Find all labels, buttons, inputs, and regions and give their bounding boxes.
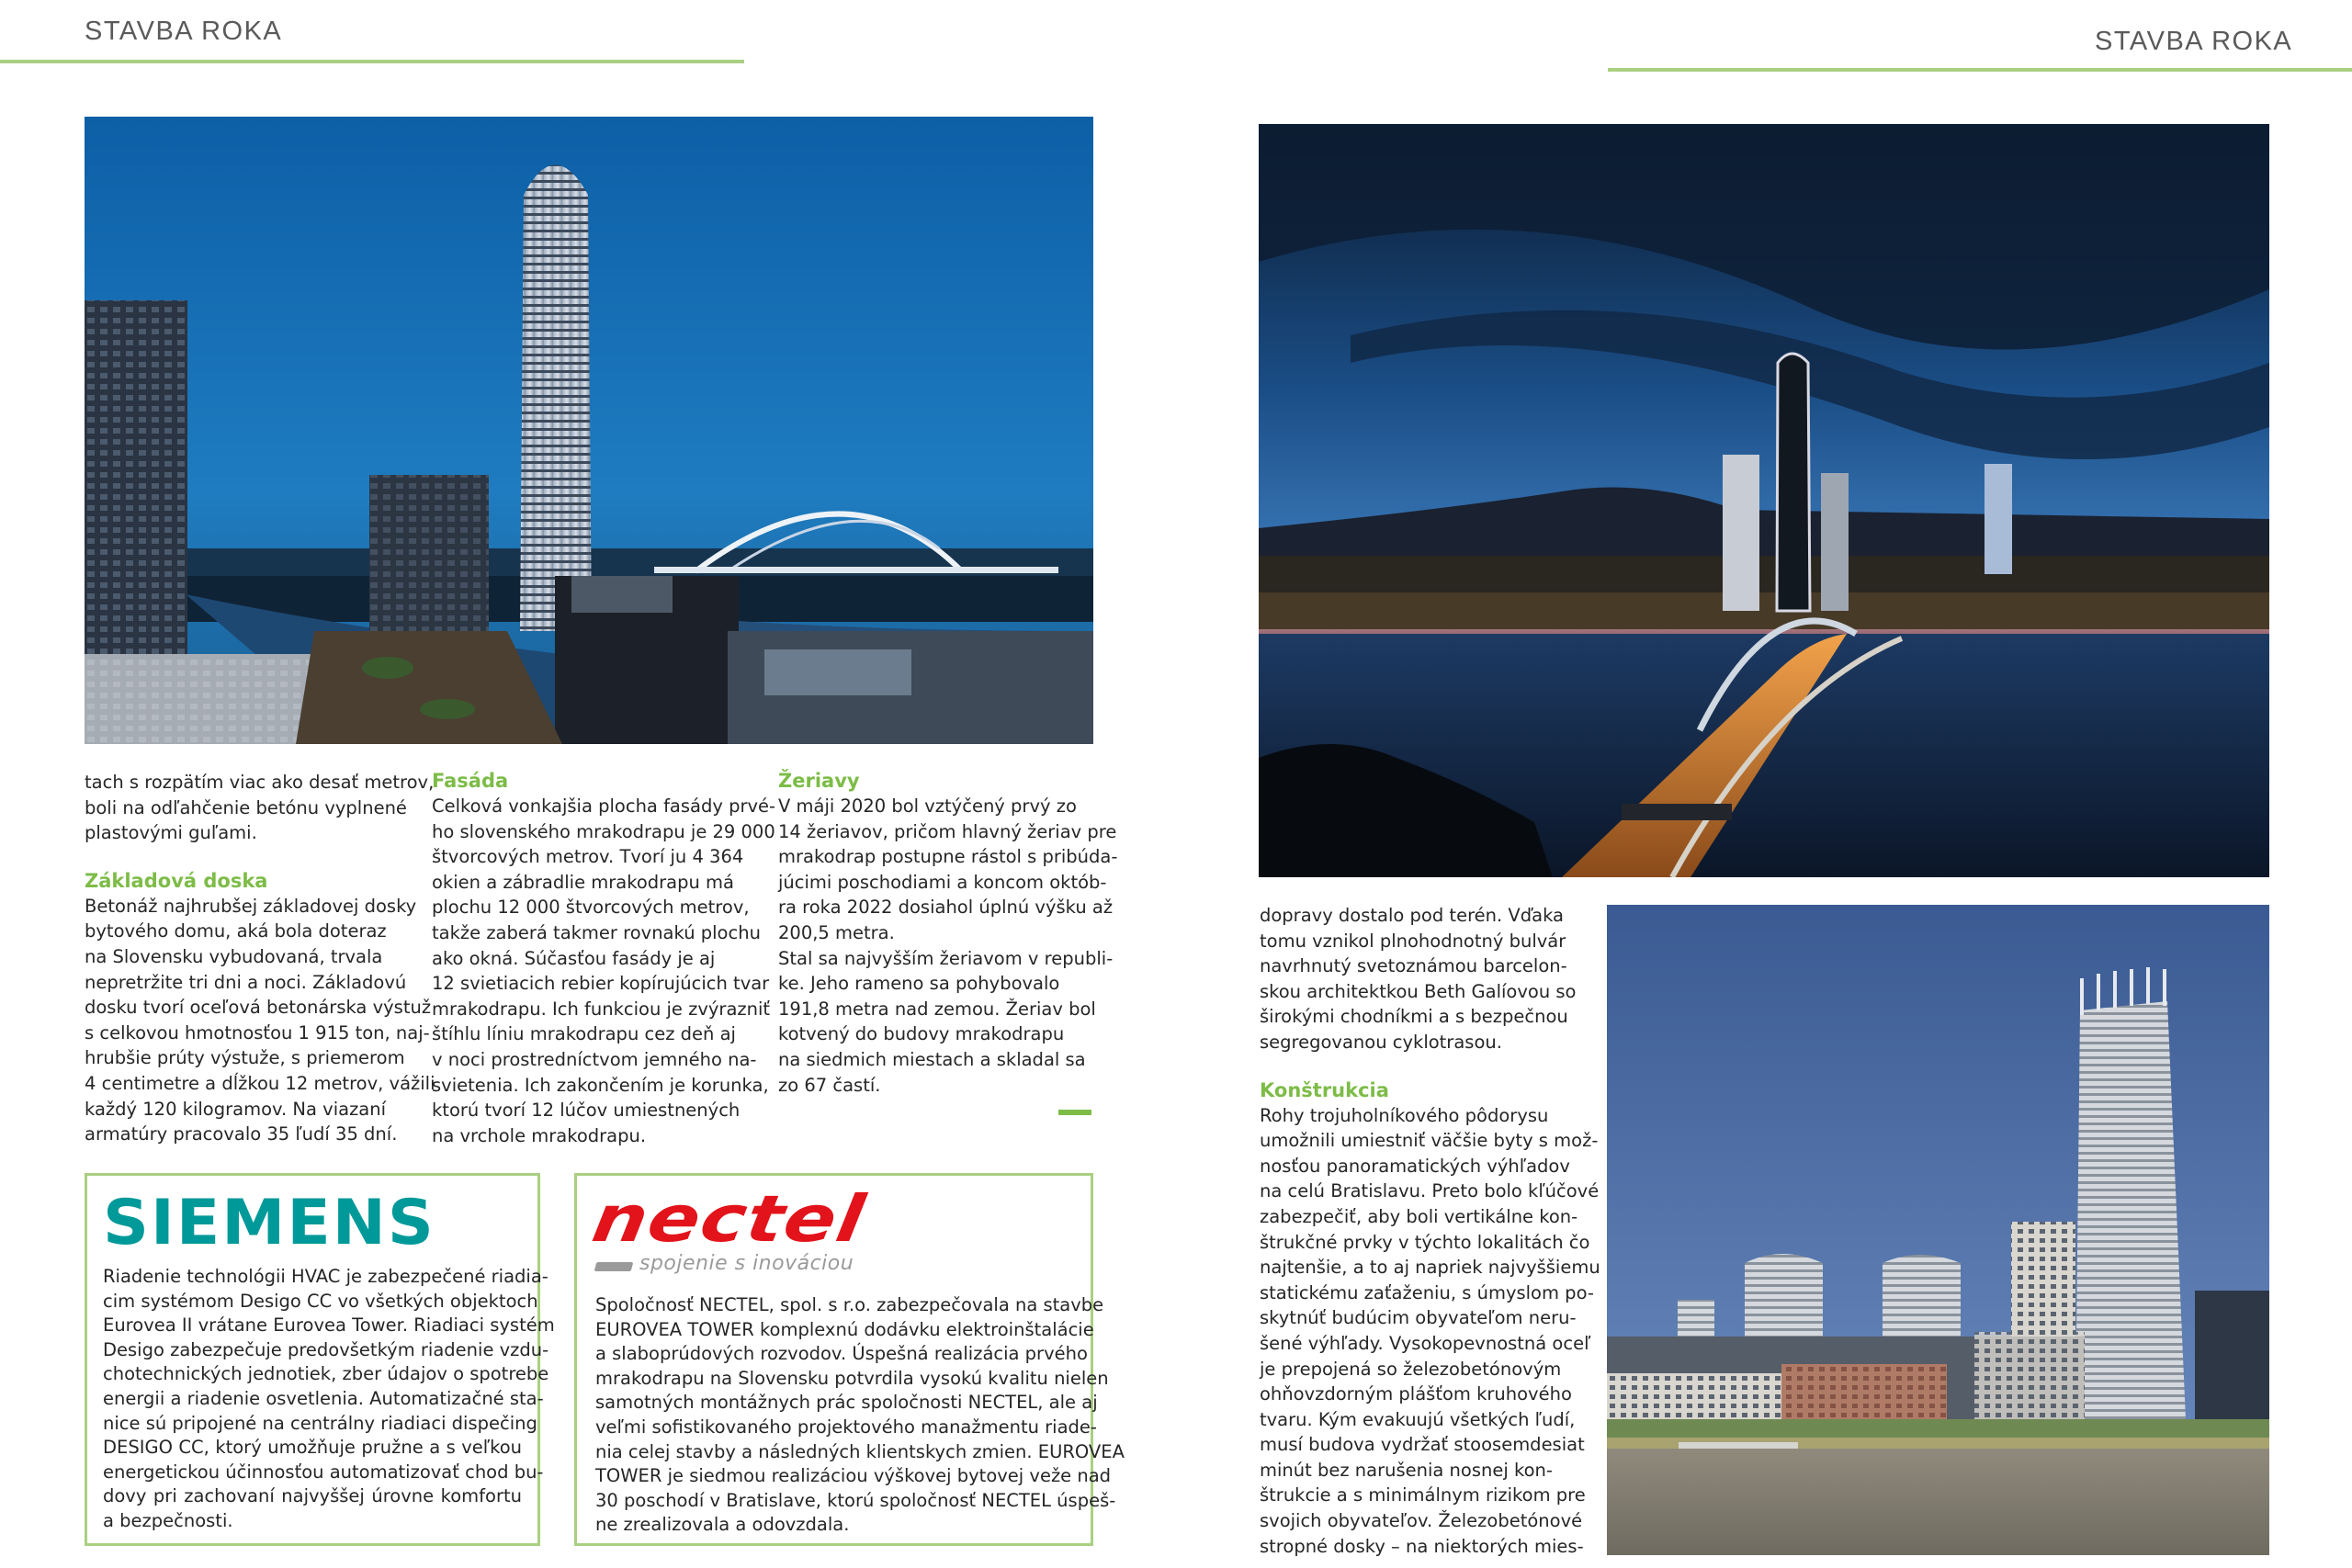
col1-body [85, 894, 435, 1147]
text-line: skytnúť budúcim obyvateľom neru- [1260, 1307, 1577, 1329]
text-line: V máji 2020 bol vztýčený prvý zo [778, 795, 1077, 817]
heading-zakladova-doska: Základová doska [85, 869, 268, 892]
text-line: na siedmich miestach a skladal sa [778, 1048, 1086, 1070]
text-line: 200,5 metra. [778, 921, 895, 943]
running-head-left: STAVBA ROKA [85, 17, 283, 46]
text-line: statickému zaťaženiu, s úmyslom po- [1260, 1281, 1594, 1303]
text-line: musí budova vydržať stoosemdesiat [1260, 1434, 1585, 1456]
text-line: tvaru. Kým evakuujú všetkých ľudí, [1260, 1408, 1576, 1430]
text-line: 12 svietiacich rebier kopírujúcich tvar [432, 973, 770, 995]
col1-intro [85, 770, 435, 846]
text-line: armatúry pracovalo 35 ľudí 35 dní. [85, 1123, 398, 1145]
text-line: cim systémom Desigo CC vo všetkých objektoch [103, 1290, 538, 1312]
text-line: zabezpečiť, aby boli vertikálne kon- [1260, 1205, 1578, 1227]
text-line: energii a riadenie osvetlenia. Automatizačné sta- [103, 1387, 544, 1409]
text-line: energetickou účinnosťou automatizovať chod bu- [103, 1461, 544, 1483]
article-column-right [1260, 903, 1600, 1559]
heading-zeriavy: Žeriavy [778, 770, 860, 792]
article-column-1 [85, 770, 435, 1147]
article-end-mark [1058, 1110, 1091, 1115]
text-line: Stal sa najvyšším žeriavom v republi- [778, 947, 1114, 969]
text-line: tach s rozpätím viac ako desať metrov, [85, 772, 435, 793]
text-line: Desigo zabezpečuje predovšetkým riadenie vzdu- [103, 1338, 549, 1360]
text-line: DESIGO CC, ktorý umožňuje pružne a s veľkou [103, 1437, 522, 1459]
text-line: Riadenie technológii HVAC je zabezpečené riadia- [103, 1266, 548, 1287]
nectel-tagline: spojenie s inováciou [639, 1252, 854, 1275]
text-line: Spoločnosť NECTEL, spol. s r.o. zabezpečovala na stavbe [595, 1294, 1104, 1315]
text-line: 14 žeriavov, pričom hlavný žeriav pre [778, 820, 1117, 842]
text-line: v noci prostredníctvom jemného na- [432, 1048, 757, 1070]
photo-eurovea-tower-dusk [85, 117, 1093, 744]
text-line: chotechnických jednotiek, zber údajov o spotrebe [103, 1363, 549, 1385]
text-line: 30 poschodí v Bratislave, ktorú spoločnosť NECTEL úspeš- [595, 1489, 1116, 1511]
text-line: bytového domu, aká bola doteraz [85, 920, 387, 942]
photo-bratislava-night-skyline [1259, 124, 2269, 877]
header-rule-left [0, 60, 744, 63]
text-line: každý 120 kilogramov. Na viazaní [85, 1098, 387, 1120]
text-line: na Slovensku vybudovaná, trvala [85, 945, 383, 967]
text-line: svojich obyvateľov. Železobetónové [1260, 1510, 1583, 1532]
text-line: nice sú pripojené na centrálny riadiaci dispečing [103, 1412, 537, 1434]
text-line: 191,8 metra nad zemou. Žeriav bol [778, 998, 1096, 1020]
text-line: štvorcových metrov. Tvorí ju 4 364 [432, 846, 744, 868]
text-line: nia celej stavby a následných klientskych zmien. EUROVEA [595, 1440, 1125, 1462]
right-body [1260, 1103, 1600, 1560]
text-line: dopravy dostalo pod terén. Vďaka [1260, 905, 1564, 926]
siemens-text [103, 1265, 555, 1534]
text-line: júcimi poschodiami a koncom októb- [778, 871, 1107, 893]
text-line: ke. Jeho rameno sa pohybovalo [778, 973, 1060, 995]
text-line: dovy pri zachovaní najvyššej úrovne komfortu [103, 1485, 522, 1507]
right-intro [1260, 903, 1577, 1055]
text-line: nepretržite tri dni a noci. Základovú [85, 971, 407, 993]
text-line: ohňovzdorným plášťom kruhového [1260, 1383, 1572, 1405]
article-column-3 [778, 768, 1118, 1098]
text-line: štíhlu líniu mrakodrapu cez deň aj [432, 1023, 736, 1045]
text-line: na celú Bratislavu. Preto bolo kľúčové [1260, 1180, 1600, 1202]
text-line: minút bez narušenia nosnej kon- [1260, 1459, 1553, 1481]
text-line: umožnili umiestniť väčšie byty s mož- [1260, 1130, 1599, 1152]
text-line: ne zrealizovala a odovzdala. [595, 1514, 850, 1536]
text-line: ako okná. Súčasťou fasády je aj [432, 947, 716, 969]
text-line: samotných montážnych prác spoločnosti NECTEL, ale aj [595, 1392, 1098, 1414]
text-line: svietenia. Ich zakončením je korunka, [432, 1074, 769, 1096]
nectel-logo: nectel [587, 1181, 871, 1257]
photo-eurovea-daytime-riverside-illustration [1607, 905, 2269, 1555]
text-line: TOWER je siedmou realizáciou výškovej bytovej veže nad [595, 1465, 1112, 1487]
nectel-ad-box [574, 1173, 1125, 1546]
text-line: stropné dosky – na niektorých mies- [1260, 1535, 1584, 1557]
text-line: mrakodrapu na Slovensku potvrdila vysokú kvalitu nielen [595, 1367, 1109, 1389]
text-line: hrubšie prúty výstuže, s priemerom [85, 1047, 405, 1069]
text-line: navrhnutý svetoznámou barcelon- [1260, 955, 1567, 977]
text-line: Rohy trojuholníkového pôdorysu [1260, 1104, 1549, 1126]
nectel-logo-bar [594, 1262, 634, 1271]
text-line: EUROVEA TOWER komplexnú dodávku elektroinštalácie [595, 1318, 1094, 1340]
text-line: na vrchole mrakodrapu. [432, 1124, 647, 1146]
photo-eurovea-tower-dusk-illustration [85, 117, 1093, 744]
text-line: najtenšie, a to aj napriek najvyššiemu [1260, 1257, 1600, 1279]
text-line: šené výhľady. Vysokopevnostná oceľ [1260, 1332, 1591, 1354]
siemens-logo: SIEMENS [103, 1187, 435, 1259]
article-column-2 [432, 768, 776, 1148]
text-line: tomu vznikol plnohodnotný bulvár [1260, 930, 1566, 952]
text-line: štrukcie a s minimálnym rizikom pre [1260, 1484, 1586, 1506]
text-line: Eurovea II vrátane Eurovea Tower. Riadiaci systém [103, 1314, 555, 1337]
siemens-ad-box [85, 1173, 555, 1546]
text-line: mrakodrap postupne rástol s pribúda- [778, 846, 1118, 868]
col3-body [778, 794, 1118, 1098]
text-line: okien a zábradlie mrakodrapu má [432, 871, 734, 893]
text-line: takže zaberá takmer rovnakú plochu [432, 921, 761, 943]
heading-fasada: Fasáda [432, 770, 509, 792]
text-line: a bezpečnosti. [103, 1509, 233, 1531]
text-line: mrakodrapu. Ich funkciou je zvýrazniť [432, 998, 771, 1020]
text-line: 4 centimetre a dĺžkou 12 metrov, vážili [85, 1072, 435, 1094]
text-line: boli na odľahčenie betónu vyplnené [85, 796, 407, 818]
text-line: ktorú tvorí 12 lúčov umiestnených [432, 1100, 741, 1122]
text-line: s celkovou hmotnosťou 1 915 ton, naj- [85, 1021, 430, 1043]
text-line: a slaboprúdových rozvodov. Úspešná realizácia prvého [595, 1343, 1088, 1365]
text-line: širokými chodníkmi a s bezpečnou [1260, 1006, 1568, 1028]
text-line: ra roka 2022 dosiahol úplnú výšku až [778, 897, 1114, 919]
text-line: plastovými guľami. [85, 822, 257, 844]
photo-eurovea-daytime-riverside [1607, 905, 2269, 1555]
text-line: Betonáž najhrubšej základovej dosky [85, 895, 417, 917]
text-line: ho slovenského mrakodrapu je 29 000 [432, 820, 775, 842]
text-line: je prepojená so železobetónovým [1260, 1358, 1562, 1380]
header-rule-right [1608, 68, 2352, 72]
nectel-text [595, 1293, 1125, 1538]
text-line: skou architektkou Beth Galíovou so [1260, 980, 1577, 1002]
running-head-right: STAVBA ROKA [2095, 27, 2293, 56]
text-line: segregovanou cyklotrasou. [1260, 1031, 1502, 1053]
text-line: plochu 12 000 štvorcových metrov, [432, 897, 750, 919]
text-line: veľmi sofistikovaného projektového manažmentu riade- [595, 1416, 1097, 1438]
col2-body [432, 794, 776, 1148]
text-line: štrukčné prvky v týchto lokalitách čo [1260, 1231, 1590, 1253]
text-line: zo 67 častí. [778, 1074, 881, 1096]
photo-bratislava-night-skyline-illustration [1259, 124, 2269, 877]
heading-konstrukcia: Konštrukcia [1260, 1078, 1389, 1101]
text-line: Celková vonkajšia plocha fasády prvé- [432, 795, 776, 817]
text-line: nosťou panoramatických výhľadov [1260, 1155, 1570, 1177]
text-line: dosku tvorí oceľová betonárska výstuž [85, 997, 432, 1019]
text-line: kotvený do budovy mrakodrapu [778, 1023, 1065, 1045]
